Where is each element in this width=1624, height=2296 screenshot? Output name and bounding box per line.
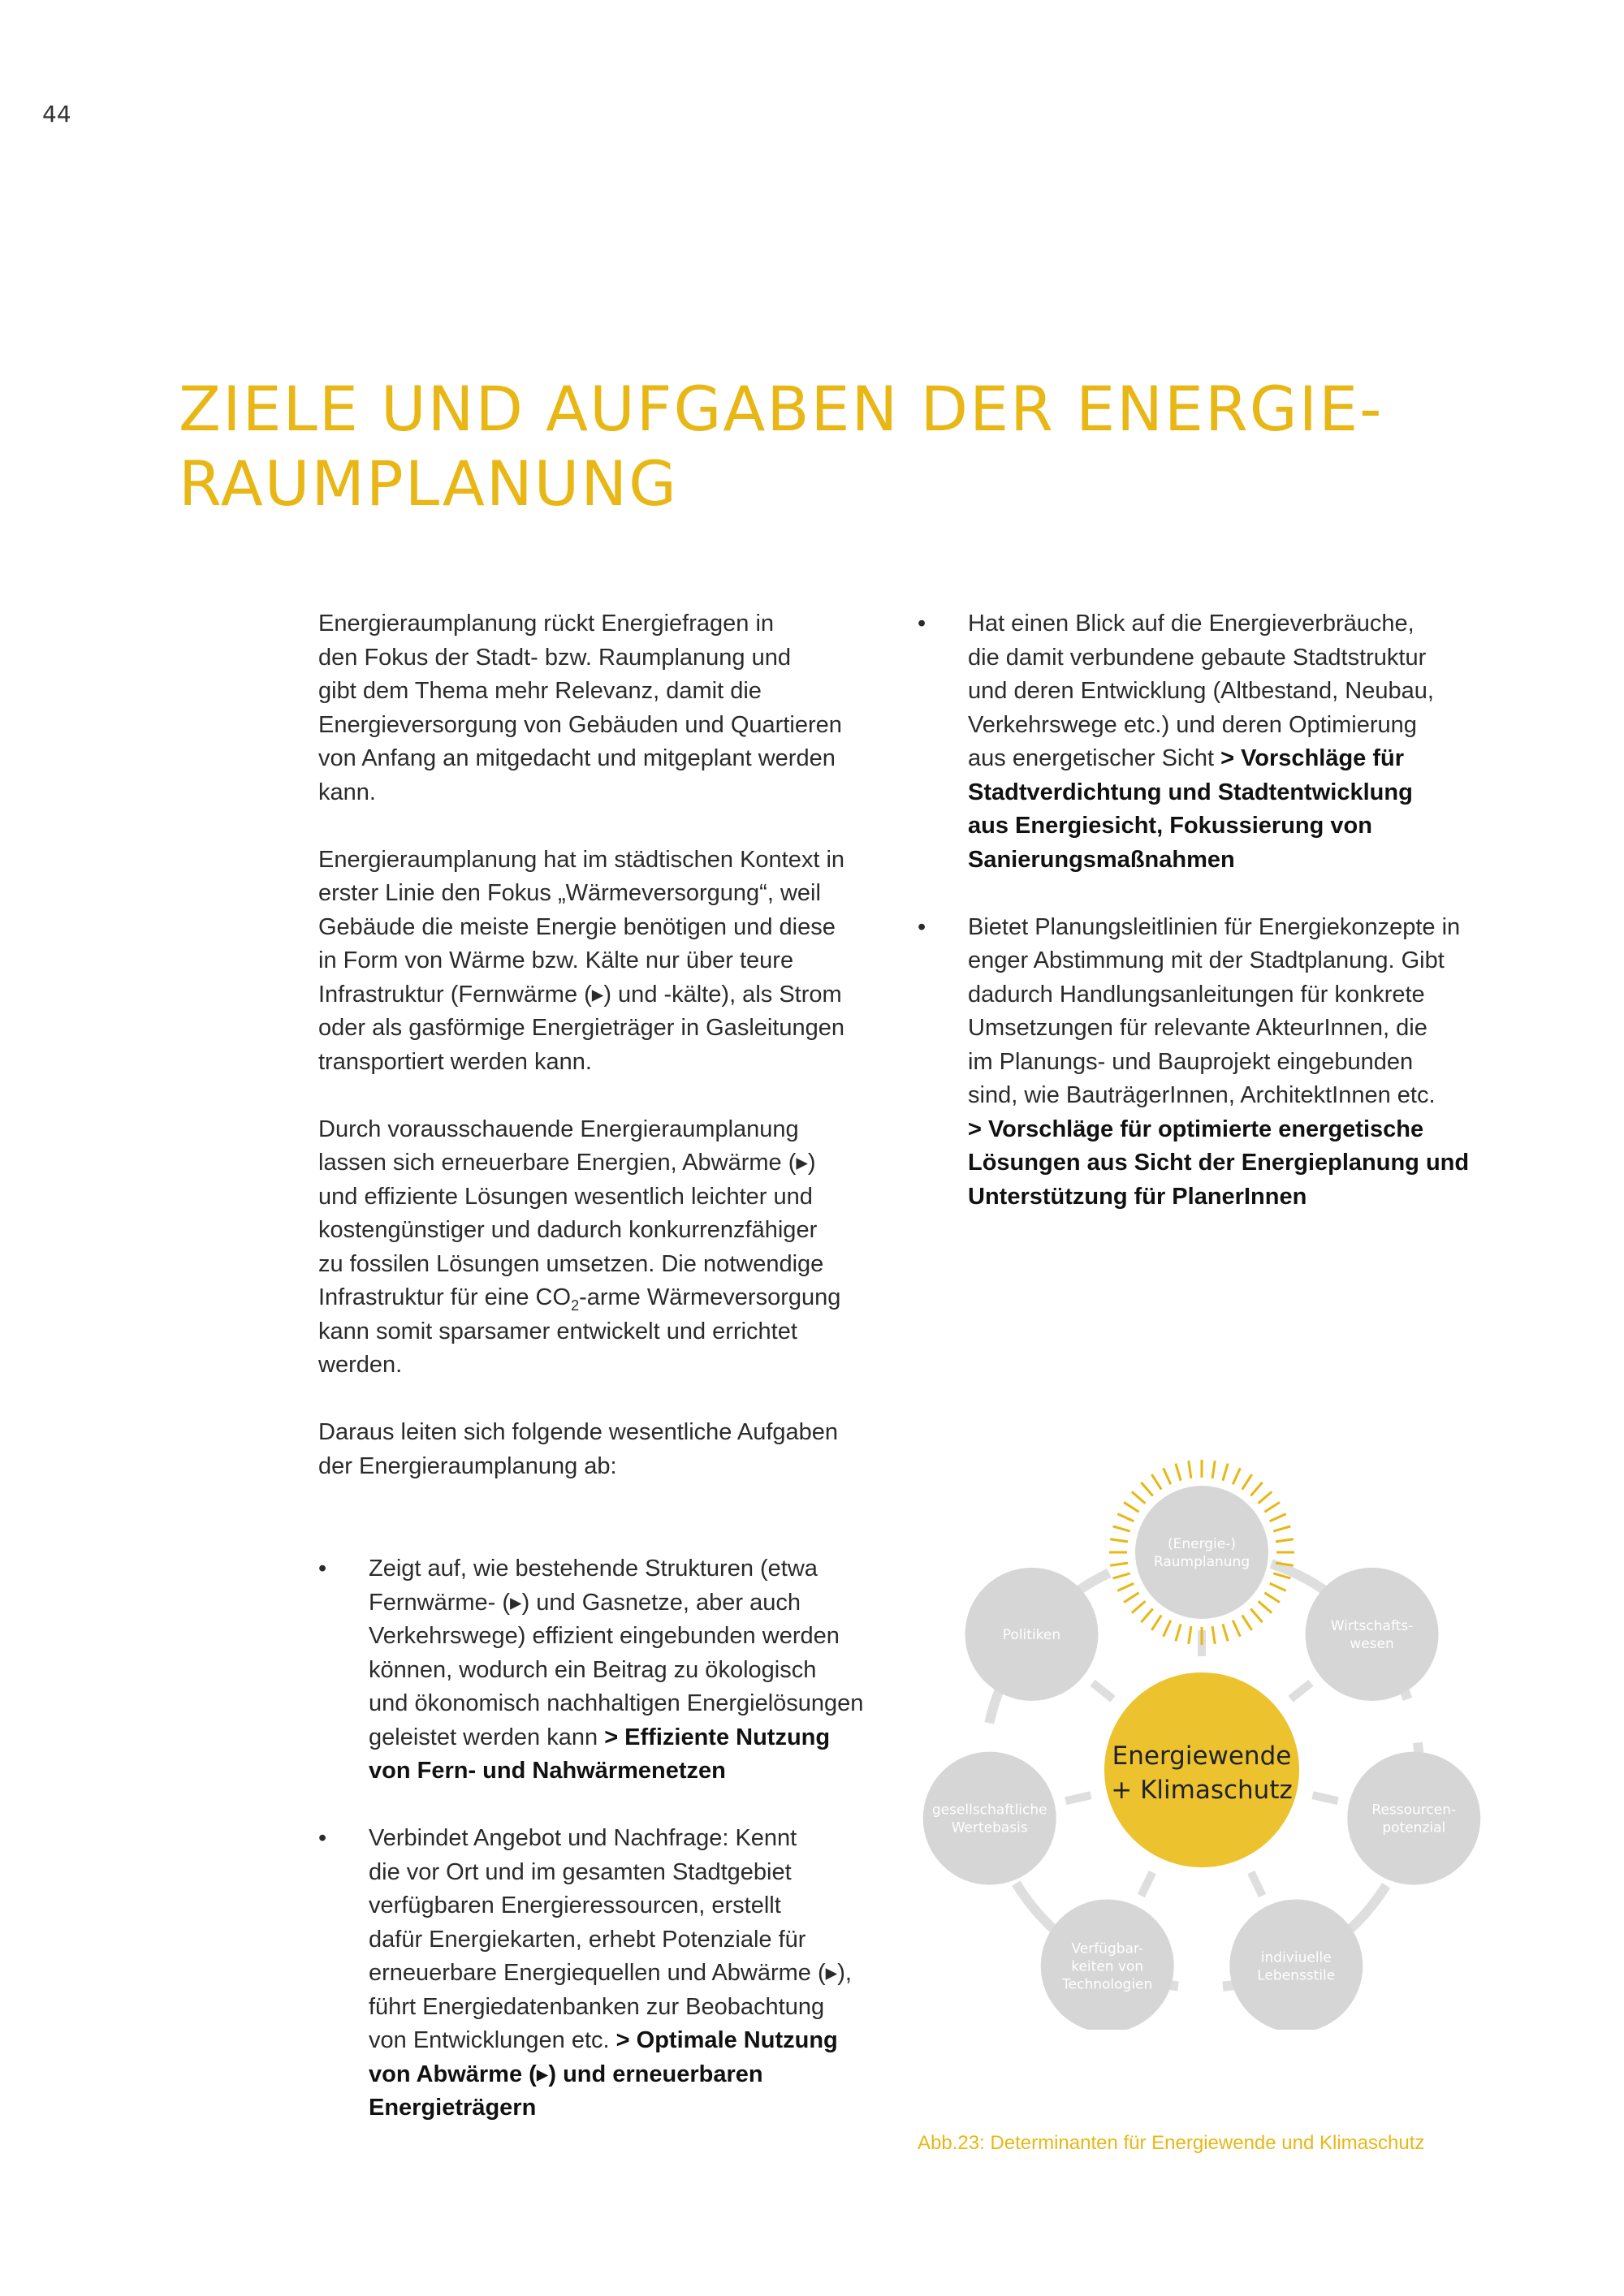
text-line: im Planungs- und Bauprojekt eingebunden <box>968 1048 1414 1075</box>
co2-subscript: 2 <box>571 1297 580 1314</box>
bullet-text <box>968 911 1502 1215</box>
plain-text: aus energetischer Sicht <box>968 745 1221 771</box>
sun-ray <box>1110 1563 1128 1565</box>
text-line: gibt dem Thema mehr Relevanz, damit die <box>318 678 762 704</box>
diagram-node-label: Lebensstile <box>1257 1967 1336 1984</box>
text-line: können, wodurch ein Beitrag zu ökologisch <box>369 1656 817 1683</box>
sun-ray <box>1250 1609 1262 1623</box>
text-line: in Form von Wärme bzw. Kälte nur über teure <box>318 947 794 973</box>
text-line: Fernwärme- (▸) und Gasnetze, aber auch <box>369 1589 801 1616</box>
sun-ray <box>1233 1468 1240 1484</box>
sun-ray <box>1273 1526 1290 1531</box>
bold-text: aus Energiesicht, Fokussierung von <box>968 813 1372 839</box>
sun-ray <box>1276 1539 1294 1542</box>
list-item <box>918 607 1502 877</box>
sun-ray <box>1176 1464 1181 1481</box>
title-line-1: ZIELE UND AUFGABEN DER ENERGIE- <box>179 373 1384 445</box>
sun-ray <box>1141 1609 1152 1623</box>
sun-ray <box>1124 1593 1139 1603</box>
diagram-spoke <box>1065 1795 1091 1801</box>
text-line: Zeigt auf, wie bestehende Strukturen (etwa <box>369 1556 818 1582</box>
plain-text: geleistet werden kann <box>369 1724 605 1750</box>
text-line: und deren Entwicklung (Altbestand, Neubau, <box>968 678 1434 704</box>
bold-text: Sanierungsmaßnahmen <box>968 846 1235 873</box>
diagram-node-label: gesellschaftliche <box>931 1802 1047 1819</box>
text-line: erster Linie den Fokus „Wärmeversorgung“, weil <box>318 880 821 906</box>
left-column <box>318 607 887 1517</box>
co2-line <box>318 1281 887 1315</box>
text-line <box>968 776 1502 810</box>
sun-ray <box>1264 1502 1280 1512</box>
sun-ray <box>1189 1626 1191 1644</box>
title-line-2: RAUMPLANUNG <box>179 447 679 520</box>
text-line: oder als gasförmige Energieträger in Gasleitungen <box>318 1015 845 1041</box>
sun-ray <box>1151 1474 1161 1490</box>
paragraph-3 <box>318 1113 887 1383</box>
text-line: führt Energiedatenbanken zur Beobachtung <box>369 1993 825 2020</box>
sun-ray <box>1164 1621 1171 1637</box>
text-line: Hat einen Blick auf die Energieverbräuche, <box>968 611 1415 637</box>
center-label-line-1: Energiewende <box>1112 1741 1292 1771</box>
page-title <box>179 372 1478 521</box>
bold-text: Unterstützung für PlanerInnen <box>968 1183 1307 1210</box>
list-item <box>318 1552 935 1789</box>
bullet-icon: • <box>918 611 926 637</box>
text-line <box>968 1113 1502 1147</box>
sun-ray <box>1270 1514 1286 1521</box>
text-line: Verbindet Angebot und Nachfrage: Kennt <box>369 1825 797 1851</box>
sun-ray <box>1259 1491 1272 1503</box>
diagram-node-label: Verfügbar- <box>1071 1940 1144 1957</box>
bullet-icon: • <box>918 913 926 940</box>
text-line: Umsetzungen für relevante AkteurInnen, die <box>968 1015 1427 1041</box>
text-line: zu fossilen Lösungen umsetzen. Die notwendige <box>318 1250 824 1277</box>
text-line: dafür Energiekarten, erhebt Potenziale für <box>369 1926 806 1953</box>
sun-ray <box>1259 1601 1272 1612</box>
text-line: Energieversorgung von Gebäuden und Quartieren <box>318 711 842 738</box>
sun-ray <box>1132 1601 1146 1612</box>
plain-text: von Entwicklungen etc. <box>369 2027 616 2053</box>
diagram-node-label: indiviuelle <box>1260 1949 1332 1966</box>
sun-ray <box>1270 1583 1286 1590</box>
text-line: die vor Ort und im gesamten Stadtgebiet <box>369 1858 792 1885</box>
bold-text: Energieträgern <box>369 2095 537 2121</box>
text-line: sind, wie BauträgerInnen, ArchitektInnen etc. <box>968 1082 1436 1108</box>
text-line <box>369 2024 935 2058</box>
sun-ray <box>1212 1461 1215 1478</box>
text-line <box>369 2091 935 2126</box>
bullet-text <box>968 607 1502 877</box>
bold-text: > Optimale Nutzung <box>615 2027 838 2053</box>
text-line: Energieraumplanung rückt Energiefragen in <box>318 611 775 637</box>
text-line: Durch vorausschauende Energieraumplanung <box>318 1116 799 1142</box>
sun-ray <box>1233 1621 1240 1637</box>
sun-ray <box>1242 1615 1252 1630</box>
sun-ray <box>1223 1464 1228 1481</box>
bold-text: > Vorschläge für optimierte energetische <box>968 1116 1424 1142</box>
text-line: Verkehrswege etc.) und deren Optimierung <box>968 711 1417 738</box>
center-label-line-2: + Klimaschutz <box>1111 1776 1293 1805</box>
determinants-diagram <box>909 1445 1494 2030</box>
co2-text-before: Infrastruktur für eine CO <box>318 1284 572 1310</box>
bold-text: von Abwärme (▸) und erneuerbaren <box>369 2061 763 2087</box>
sun-ray <box>1223 1624 1228 1641</box>
diagram-spoke <box>1141 1872 1152 1896</box>
left-bullet-list <box>318 1552 935 2159</box>
diagram-node-label: Politiken <box>1002 1626 1061 1643</box>
text-line <box>968 809 1502 844</box>
bold-text: von Fern- und Nahwärmenetzen <box>369 1758 726 1784</box>
text-line: der Energieraumplanung ab: <box>318 1452 617 1479</box>
diagram-spoke <box>1290 1683 1311 1699</box>
bold-text: Lösungen aus Sicht der Energieplanung und <box>968 1150 1470 1176</box>
text-line: erneuerbare Energiequellen und Abwärme (▸), <box>369 1960 852 1986</box>
text-line: werden. <box>318 1352 403 1378</box>
diagram-node-label: (Energie-) <box>1167 1536 1237 1552</box>
sun-ray <box>1110 1539 1128 1542</box>
diagram-spoke <box>1312 1795 1337 1801</box>
diagram-node-label: Ressourcen- <box>1371 1802 1457 1819</box>
text-line <box>369 1721 935 1755</box>
sun-ray <box>1264 1593 1280 1603</box>
diagram-spoke <box>1093 1683 1113 1699</box>
sun-ray <box>1113 1573 1130 1578</box>
diagram-node <box>1135 1486 1268 1619</box>
text-line: transportiert werden kann. <box>318 1048 592 1075</box>
text-line: Verkehrswege) effizient eingebunden werden <box>369 1623 840 1649</box>
sun-ray <box>1164 1468 1171 1484</box>
bullet-text <box>369 1822 935 2126</box>
sun-ray <box>1242 1474 1252 1490</box>
text-line: verfügbaren Energieressourcen, erstellt <box>369 1892 781 1918</box>
sun-ray <box>1176 1624 1181 1641</box>
bullet-icon: • <box>318 1556 327 1582</box>
diagram-node-label: Raumplanung <box>1153 1554 1250 1570</box>
text-line: Infrastruktur (Fernwärme (▸) und -kälte), als Strom <box>318 981 842 1008</box>
diagram-node-label: potenzial <box>1382 1819 1446 1836</box>
co2-text-after: -arme Wärmeversorgung <box>579 1284 841 1310</box>
text-line: kann somit sparsamer entwickelt und errichtet <box>318 1318 797 1344</box>
text-line: und ökonomisch nachhaltigen Energielösungen <box>369 1690 864 1716</box>
text-line: dadurch Handlungsanleitungen für konkrete <box>968 981 1425 1008</box>
sun-ray <box>1141 1482 1152 1496</box>
diagram-node-label: Wertebasis <box>951 1819 1028 1836</box>
bullet-icon: • <box>318 1825 327 1851</box>
paragraph-4 <box>318 1416 887 1483</box>
text-line: und effiziente Lösungen wesentlich leichter und <box>318 1183 813 1210</box>
sun-ray <box>1132 1491 1146 1503</box>
text-line: Bietet Planungsleitlinien für Energiekonzepte in <box>968 913 1461 940</box>
text-line <box>968 1146 1502 1180</box>
diagram-node-label: Wirtschafts- <box>1330 1617 1414 1634</box>
figure-caption: Abb.23: Determinanten für Energiewende und Klimaschutz <box>918 2132 1425 2154</box>
list-item <box>318 1822 935 2126</box>
diagram-node-label: Technologien <box>1062 1976 1153 1993</box>
sun-ray <box>1117 1583 1134 1590</box>
text-line <box>968 844 1502 878</box>
diagram-spoke <box>1251 1872 1263 1896</box>
sun-ray <box>1124 1502 1139 1512</box>
text-line: kostengünstiger und dadurch konkurrenzfähiger <box>318 1217 818 1243</box>
diagram-node-label: wesen <box>1350 1635 1394 1652</box>
sun-ray <box>1189 1461 1191 1478</box>
sun-ray <box>1151 1615 1161 1630</box>
bold-text: Stadtverdichtung und Stadtentwicklung <box>968 779 1413 805</box>
text-line: Daraus leiten sich folgende wesentliche Aufgaben <box>318 1419 839 1445</box>
text-line: lassen sich erneuerbare Energien, Abwärme (▸) <box>318 1150 816 1176</box>
text-line: den Fokus der Stadt- bzw. Raumplanung und <box>318 644 791 671</box>
page-number: 44 <box>42 101 71 127</box>
list-item <box>918 911 1502 1215</box>
sun-ray <box>1117 1514 1134 1521</box>
text-line: Gebäude die meiste Energie benötigen und diese <box>318 913 836 940</box>
text-line: kann. <box>318 779 376 805</box>
paragraph-2 <box>318 844 887 1080</box>
text-line: enger Abstimmung mit der Stadtplanung. Gibt <box>968 947 1445 973</box>
bold-text: > Effiziente Nutzung <box>604 1724 831 1750</box>
bold-text: > Vorschläge für <box>1220 745 1405 771</box>
text-line: Energieraumplanung hat im städtischen Kontext in <box>318 846 845 873</box>
text-line <box>968 1180 1502 1215</box>
diagram-node-label: keiten von <box>1071 1958 1144 1975</box>
text-line <box>369 1754 935 1789</box>
text-line: die damit verbundene gebaute Stadtstruktur <box>968 644 1427 671</box>
sun-ray <box>1212 1626 1215 1644</box>
text-line <box>968 742 1502 776</box>
sun-ray <box>1113 1526 1130 1531</box>
paragraph-1 <box>318 607 887 809</box>
text-line <box>369 2058 935 2092</box>
text-line: von Anfang an mitgedacht und mitgeplant werden <box>318 745 836 771</box>
right-bullet-list <box>918 607 1502 1248</box>
sun-ray <box>1250 1482 1262 1496</box>
bullet-text <box>369 1552 935 1789</box>
